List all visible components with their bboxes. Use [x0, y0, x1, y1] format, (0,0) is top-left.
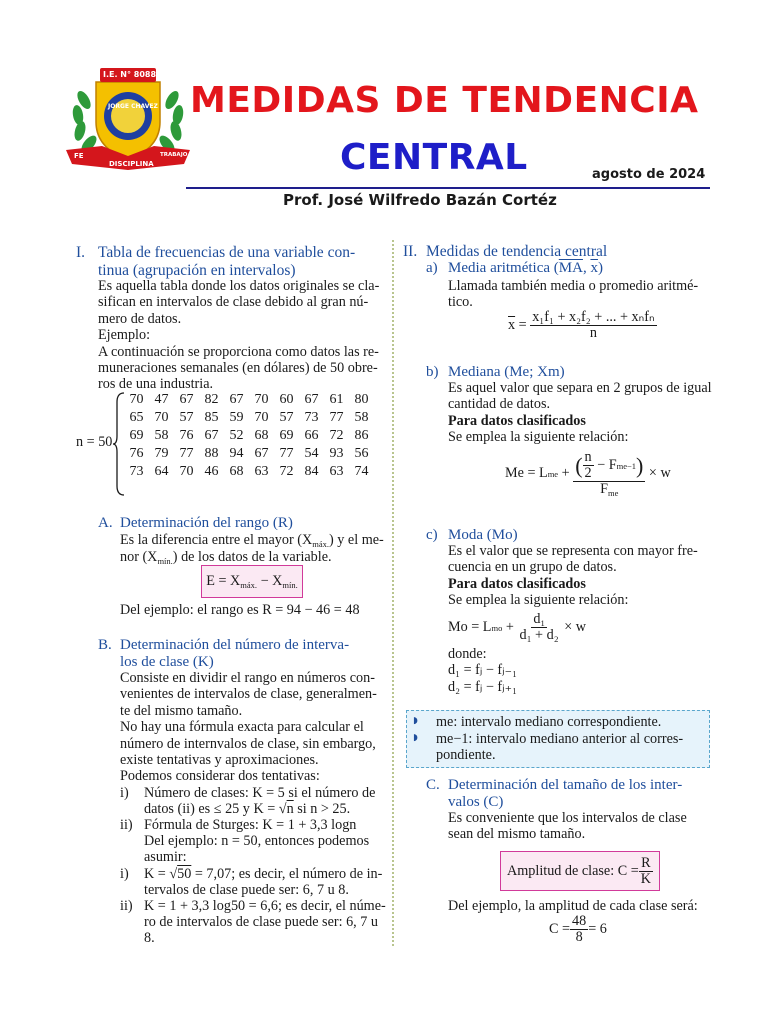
section-1-number: I.: [76, 244, 86, 261]
matrix-row: [124, 427, 374, 445]
matrix-cell: 73: [129, 464, 144, 479]
matrix-cell: 47: [154, 392, 169, 407]
matrix-cell: 68: [254, 428, 269, 443]
matrix-cell: 70: [154, 410, 169, 425]
header-rule: [186, 187, 710, 189]
matrix-cell: 67: [229, 392, 244, 407]
section-a-line-2: nor $(X_{mín.})$ de los datos de la variable.: [120, 549, 332, 566]
result-1-mark: i): [120, 866, 129, 882]
section-c-title-1: Determinación del tamaño de los inter-: [448, 777, 683, 793]
matrix-cell: 72: [329, 428, 344, 443]
tentative-1-line-1: Número de clases: K = 5 si el número de: [144, 785, 376, 801]
author: Prof. José Wilfredo Bazán Cortéz: [283, 191, 557, 209]
matrix-cell: 77: [179, 446, 194, 461]
subsection-b-body: Es aquel valor que separa en 2 grupos de igual cantidad de datos. Para datos clasificados Se emplea la siguiente relación:: [448, 380, 712, 446]
matrix-cell: 66: [304, 428, 319, 443]
data-matrix: [124, 391, 374, 481]
matrix-cell: 73: [304, 410, 319, 425]
matrix-cell: 80: [354, 392, 369, 407]
matrix-cell: 67: [254, 446, 269, 461]
matrix-cell: 60: [279, 392, 294, 407]
range-formula-box: $E = X_{máx.} - X_{mín.}$: [201, 565, 303, 598]
subsection-a-mark: a): [426, 260, 438, 276]
matrix-cell: 59: [229, 410, 244, 425]
matrix-cell: 74: [354, 464, 369, 479]
matrix-cell: 67: [304, 392, 319, 407]
median-formula: Me = L me + ( $\frac{n}{2}$ − F me−1 ) $F_{me}$ × w: [505, 449, 671, 498]
result-1-line-1: K = √50 = 7,07; es decir, el número de in-: [144, 866, 383, 882]
matrix-cell: 58: [154, 428, 169, 443]
matrix-row: [124, 391, 374, 409]
section-c-body: Es conveniente que los intervalos de clase sean del mismo tamaño.: [448, 810, 687, 843]
section-b-body: Consiste en dividir el rango en números con- venientes de intervalos de clase, generalmen- te del mismo tamaño. No hay una fórmula exacta para calcular el número de internvalos de clase, sin embargo, existe tentativas y aproximaciones. Podemos considerar dos tentativas:: [120, 670, 377, 785]
matrix-cell: 52: [229, 428, 244, 443]
matrix-cell: 70: [129, 392, 144, 407]
section-a-title: Determinación del rango (R): [120, 515, 293, 531]
matrix-cell: 69: [279, 428, 294, 443]
matrix-cell: 54: [304, 446, 319, 461]
matrix-cell: 57: [279, 410, 294, 425]
matrix-cell: 93: [329, 446, 344, 461]
matrix-row: [124, 409, 374, 427]
result-2-line-1: K = 1 + 3,3 log50 = 6,6; es decir, el núme-: [144, 898, 386, 914]
page-title-line2: CENTRAL: [340, 137, 528, 178]
subsection-a-title: Media aritmética ($\overline{MA}$, $\overline{x}$): [448, 260, 603, 276]
subsection-a-body: Llamada también media o promedio aritmé- tico.: [448, 278, 699, 311]
matrix-cell: 69: [129, 428, 144, 443]
subsection-c-mark: c): [426, 527, 438, 543]
subsection-b-title: Mediana (Me; Xm): [448, 364, 565, 380]
section-a-number: A.: [98, 515, 113, 531]
note-line-3: pondiente.: [436, 747, 496, 763]
result-2-line-2: ro de intervalos de clase puede ser: 6, 7 u: [144, 914, 379, 930]
range-example: Del ejemplo: el rango es R = 94 − 46 = 48: [120, 602, 360, 618]
logo-school-name: JORGE CHAVEZ: [108, 103, 158, 110]
section-2-number: II.: [403, 243, 418, 260]
logo-motto-right: TRABAJO: [160, 152, 188, 158]
matrix-cell: 76: [129, 446, 144, 461]
matrix-cell: 58: [354, 410, 369, 425]
matrix-cell: 64: [154, 464, 169, 479]
section-b-number: B.: [98, 637, 112, 653]
mode-definitions: donde: d₁ = fⱼ − fⱼ₋₁ d₂ = fⱼ − fⱼ₊₁: [448, 646, 518, 695]
section-c-title-2: valos (C): [448, 794, 504, 810]
mode-formula: Mo = L mo + $\frac{d_1}{\text{d₁ + d₂}}$ × w: [448, 611, 586, 643]
matrix-cell: 67: [179, 392, 194, 407]
matrix-cell: 70: [254, 392, 269, 407]
tentative-2-line-1: Fórmula de Sturges: K = 1 + 3,3 logn: [144, 817, 357, 833]
note-line-1: me: intervalo mediano correspondiente.: [436, 714, 662, 730]
matrix-cell: 46: [204, 464, 219, 479]
logo-motto-center: DISCIPLINA: [109, 160, 154, 168]
section-c-number: C.: [426, 777, 440, 793]
tentative-2-mark: ii): [120, 817, 133, 833]
matrix-cell: 84: [304, 464, 319, 479]
class-width-formula-box: Amplitud de clase: C = $\frac{R}{K}$: [500, 851, 660, 891]
bullet-icon: ◗: [413, 733, 418, 743]
matrix-cell: 85: [204, 410, 219, 425]
tentative-1-line-2: datos (ii) es ≤ 25 y K = √n si n > 25.: [144, 801, 351, 817]
matrix-cell: 61: [329, 392, 344, 407]
tentative-2-line-3: asumir:: [144, 849, 187, 865]
section-2-title: Medidas de tendencia central: [426, 243, 608, 260]
matrix-row: [124, 445, 374, 463]
matrix-cell: 82: [204, 392, 219, 407]
matrix-cell: 77: [279, 446, 294, 461]
section-b-title-2: los de clase (K): [120, 654, 214, 670]
tentative-2-line-2: Del ejemplo: n = 50, entonces podemos: [144, 833, 370, 849]
matrix-cell: 57: [179, 410, 194, 425]
result-2-mark: ii): [120, 898, 133, 914]
mean-formula: $\overline{x}$ = $\frac{\text{x₁f₁ + x₂f₂ + ... + xₙfₙ}}{n}$: [508, 309, 655, 341]
result-1-line-2: tervalos de clase puede ser: 6, 7 u 8.: [144, 882, 349, 898]
section-1-title-2: tinua (agrupación en intervalos): [98, 262, 296, 279]
matrix-cell: 63: [254, 464, 269, 479]
subsection-b-mark: b): [426, 364, 439, 380]
note-line-2: me−1: intervalo mediano anterior al corres-: [436, 731, 684, 747]
page-title-line1: MEDIDAS DE TENDENCIA: [190, 80, 699, 121]
matrix-cell: 76: [179, 428, 194, 443]
logo-school-number: I.E. N° 80882: [103, 70, 162, 79]
matrix-cell: 72: [279, 464, 294, 479]
class-width-example: Del ejemplo, la amplitud de cada clase será:: [448, 898, 698, 914]
matrix-row: [124, 463, 374, 481]
matrix-cell: 68: [229, 464, 244, 479]
matrix-cell: 56: [354, 446, 369, 461]
matrix-cell: 94: [229, 446, 244, 461]
sqrt-icon: √: [169, 866, 178, 882]
subsection-c-body: Es el valor que se representa con mayor fre- cuencia en un grupo de datos. Para datos clasificados Se emplea la siguiente relación:: [448, 543, 698, 609]
matrix-cell: 65: [129, 410, 144, 425]
column-divider: [392, 240, 394, 946]
matrix-cell: 67: [204, 428, 219, 443]
matrix-cell: 86: [354, 428, 369, 443]
matrix-cell: 77: [329, 410, 344, 425]
bullet-icon: ◗: [413, 716, 418, 726]
matrix-cell: 88: [204, 446, 219, 461]
section-1-title-1: Tabla de frecuencias de una variable con-: [98, 244, 356, 261]
matrix-cell: 70: [179, 464, 194, 479]
section-a-line-1: Es la diferencia entre el mayor $(X_{máx.})$ y el me-: [120, 532, 384, 549]
section-1-body: Es aquella tabla donde los datos originales se cla- sifican en intervalos de clase debido al gran nú- mero de datos. Ejemplo: A continuación se proporciona como datos las re- muneraciones semanales (en dólares) de 50 obre- ros de una industria.: [98, 278, 380, 393]
logo-motto-left: FE: [74, 152, 84, 160]
section-b-title-1: Determinación del número de interva-: [120, 637, 350, 653]
matrix-cell: 63: [329, 464, 344, 479]
matrix-cell: 70: [254, 410, 269, 425]
class-width-result: C = $\frac{48}{8}$ = 6: [549, 913, 607, 945]
sqrt-icon: √: [278, 801, 287, 817]
subsection-c-title: Moda (Mo): [448, 527, 518, 543]
document-date: agosto de 2024: [592, 167, 706, 182]
tentative-1-mark: i): [120, 785, 129, 801]
matrix-cell: 79: [154, 446, 169, 461]
sample-size-label: n = 50: [76, 434, 113, 450]
result-2-line-3: 8.: [144, 930, 155, 946]
